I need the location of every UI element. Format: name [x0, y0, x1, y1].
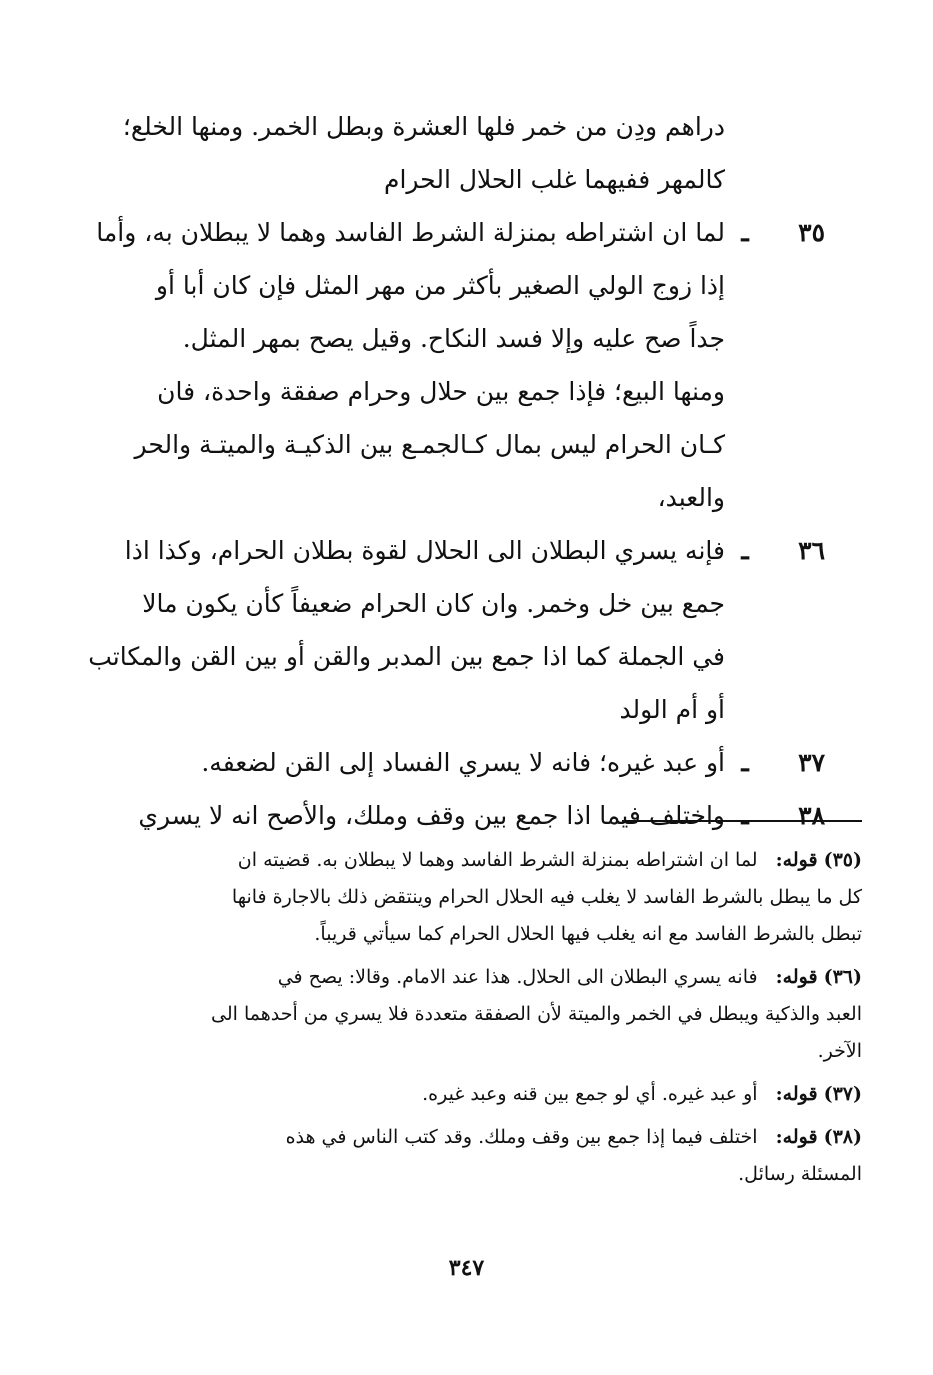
entry-dash: ـ — [741, 801, 749, 830]
footnote-line: الآخر. — [817, 1040, 862, 1062]
footnote-line: كل ما يبطل بالشرط الفاسد لا يغلب فيه الحلال الحرام وينتقض ذلك بالاجارة فانها — [231, 886, 862, 908]
text-line: لما ان اشتراطه بمنزلة الشرط الفاسد وهما لا يبطلان به، وأما — [96, 218, 725, 247]
main-text — [88, 100, 825, 842]
footnote-label: (٣٦) — [823, 966, 862, 988]
footnote-37 — [100, 1076, 862, 1113]
footnote-line — [100, 842, 862, 879]
footnote-keyword: قوله: — [775, 1126, 818, 1148]
footnote-text: لما ان اشتراطه بمنزلة الشرط الفاسد وهما لا يبطلان به. قضيته ان — [237, 849, 758, 871]
footnote-keyword: قوله: — [775, 1083, 818, 1105]
entry-number: ٣٨ — [798, 801, 825, 830]
footnote-35 — [100, 842, 862, 953]
footnote-line — [100, 1076, 862, 1113]
text-line: كـان الحرام ليس بمال كـالجمـع بين الذكيـة والميتـة والحر — [134, 430, 725, 459]
entry-text — [88, 524, 725, 736]
text-line: كالمهر ففيهما غلب الحلال الحرام — [383, 165, 725, 194]
entry-36 — [88, 524, 825, 736]
footnote-keyword: قوله: — [775, 849, 818, 871]
footnote-separator — [622, 820, 862, 822]
entry-number: ٣٦ — [798, 536, 825, 565]
text-line: جمع بين خل وخمر. وان كان الحرام ضعيفاً كأن يكون مالا — [142, 589, 725, 618]
text-line: دراهم ودِن من خمر فلها العشرة وبطل الخمر. ومنها الخلع؛ — [122, 112, 725, 141]
text-line: فإنه يسري البطلان الى الحلال لقوة بطلان الحرام، وكذا اذا — [124, 536, 725, 565]
footnote-line: العبد والذكية ويبطل في الخمر والميتة لأن الصفقة متعددة فلا يسري من أحدهما الى — [211, 1003, 862, 1025]
footnote-text: أو عبد غيره. أي لو جمع بين قنه وعبد غيره. — [422, 1083, 758, 1105]
text-line: ومنها البيع؛ فإذا جمع بين حلال وحرام صفقة واحدة، فان — [157, 377, 725, 406]
entry-text — [96, 206, 725, 524]
entry-37 — [105, 736, 825, 789]
footnote-38 — [100, 1119, 862, 1193]
entry-text — [105, 736, 725, 789]
entry-35 — [96, 206, 825, 524]
text-line: إذا زوج الولي الصغير بأكثر من مهر المثل فإن كان أبا أو — [155, 271, 725, 300]
text-line: جداً صح عليه وإلا فسد النكاح. وقيل يصح بمهر المثل. — [182, 324, 725, 353]
footnote-line: تبطل بالشرط الفاسد مع انه يغلب فيها الحلال الحرام كما سيأتي قريباً. — [314, 923, 862, 945]
footnote-label: (٣٨) — [823, 1126, 862, 1148]
text-line: في الجملة كما اذا جمع بين المدبر والقن أو بين القن والمكاتب — [88, 642, 725, 671]
entry-38 — [105, 789, 825, 842]
entry-dash: ـ — [741, 218, 749, 247]
entry-number: ٣٥ — [798, 218, 825, 247]
entry-dash: ـ — [741, 748, 749, 777]
entry-number: ٣٧ — [798, 748, 825, 777]
footnote-label: (٣٥) — [823, 849, 862, 871]
footnote-text: فانه يسري البطلان الى الحلال. هذا عند الامام. وقالا: يصح في — [277, 966, 758, 988]
entry-text — [105, 789, 725, 842]
footnote-line — [100, 1119, 862, 1156]
footnote-text: اختلف فيما إذا جمع بين وقف وملك. وقد كتب الناس في هذه — [285, 1126, 758, 1148]
footnote-36 — [100, 959, 862, 1070]
footnote-label: (٣٧) — [823, 1083, 862, 1105]
text-line: أو أم الولد — [619, 695, 725, 724]
page-number: ٣٤٧ — [448, 1255, 485, 1281]
text-line: أو عبد غيره؛ فانه لا يسري الفساد إلى القن لضعفه. — [201, 748, 725, 777]
text-line: والعبد، — [657, 483, 725, 512]
text-line: واختلف فيما اذا جمع بين وقف وملك، والأصح انه لا يسري — [138, 801, 725, 830]
entry-dash: ـ — [741, 536, 749, 565]
footnote-keyword: قوله: — [775, 966, 818, 988]
intro-paragraph — [105, 100, 825, 206]
footnotes — [100, 842, 862, 1199]
footnote-line: المسئلة رسائل. — [738, 1163, 862, 1185]
footnote-line — [100, 959, 862, 996]
